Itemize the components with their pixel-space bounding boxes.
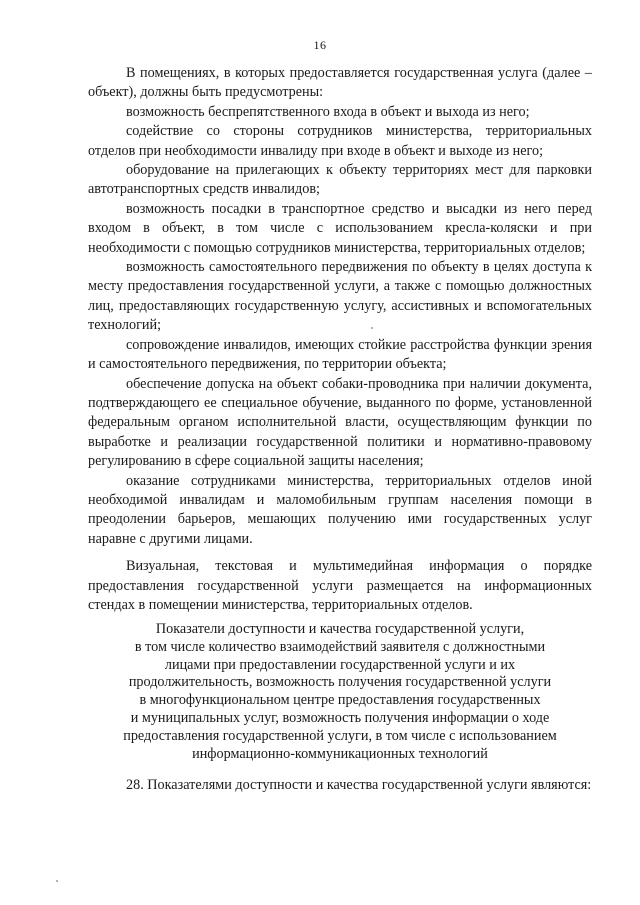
item-28 bbox=[88, 776, 592, 795]
paragraph-free-entry: возможность беспрепятственного входа в объект и выхода из него; bbox=[126, 103, 530, 120]
scan-speck bbox=[56, 880, 58, 882]
paragraph-guide-dog: обеспечение допуска на объект собаки-проводника при наличии документа, подтверждающего ее специальное обучение, выданного по форме, установленной федеральным органом исполнительной власти, осуществляющим функции по выработке и реализации государственной политики и нормативно-правовому регулированию в сфере социальной защиты населения; bbox=[88, 375, 592, 470]
heading-line: предоставления государственной услуги, в том числе с использованием bbox=[123, 727, 557, 744]
heading-line: информационно-коммуникационных технологий bbox=[192, 745, 488, 762]
heading-line: Показатели доступности и качества государственной услуги, bbox=[155, 621, 525, 637]
paragraph-visual-info: Визуальная, текстовая и мультимедийная информация о порядке предоставления государственной услуги размещается на информационных стендах в помещении министерства, территориальных отделов. bbox=[88, 558, 592, 613]
heading-line: продолжительность, возможность получения государственной услуги bbox=[128, 674, 552, 691]
paragraph-independent-movement: возможность самостоятельного передвижения по объекту в целях доступа к месту предоставления государственной услуги, а также с помощью должностных лиц, предоставляющих государственную услугу, ассистивных и вспомогательных технологий; bbox=[88, 259, 592, 334]
section-heading bbox=[100, 621, 580, 763]
paragraph-barrier-help: оказание сотрудниками министерства, территориальных отделов иной необходимой инвалидам и маломобильным группам населения помощи в преодолении барьеров, мешающих получению ими государственных услуг наравне с другими лицами. bbox=[88, 472, 592, 547]
paragraph-transport-boarding: возможность посадки в транспортное средство и высадки из него перед входом в объект, в том числе с использованием кресла-коляски и при необходимости с помощью сотрудников министерства, территориальных отделов; bbox=[88, 200, 592, 256]
paragraph-item-28: 28. Показателями доступности и качества государственной услуги являются: bbox=[126, 777, 592, 793]
heading-line: в многофункциональном центре предоставления государственных bbox=[139, 692, 541, 709]
paragraph-parking: оборудование на прилегающих к объекту территориях мест для парковки автотранспортных средств инвалидов; bbox=[88, 162, 592, 198]
heading-line: лицами при предоставлении государственной услуги и их bbox=[164, 656, 516, 673]
paragraph-escort: сопровождение инвалидов, имеющих стойкие расстройства функции зрения и самостоятельного передвижения, по территории объекта; bbox=[88, 336, 592, 373]
heading-line: в том числе количество взаимодействий заявителя с должностными bbox=[134, 638, 546, 655]
heading-line: и муниципальных услуг, возможность получения информации о ходе bbox=[130, 709, 550, 726]
paragraph-staff-assistance: содействие со стороны сотрудников министерства, территориальных отделов при необходимости инвалиду при входе в объект и выходе из него; bbox=[88, 123, 592, 159]
scan-speck bbox=[371, 327, 373, 329]
paragraph-intro: В помещениях, в которых предоставляется государственная услуга (далее – объект), должны быть предусмотрены: bbox=[88, 65, 592, 101]
page-number: 16 bbox=[313, 38, 327, 52]
accessibility-requirements-text bbox=[88, 64, 592, 615]
